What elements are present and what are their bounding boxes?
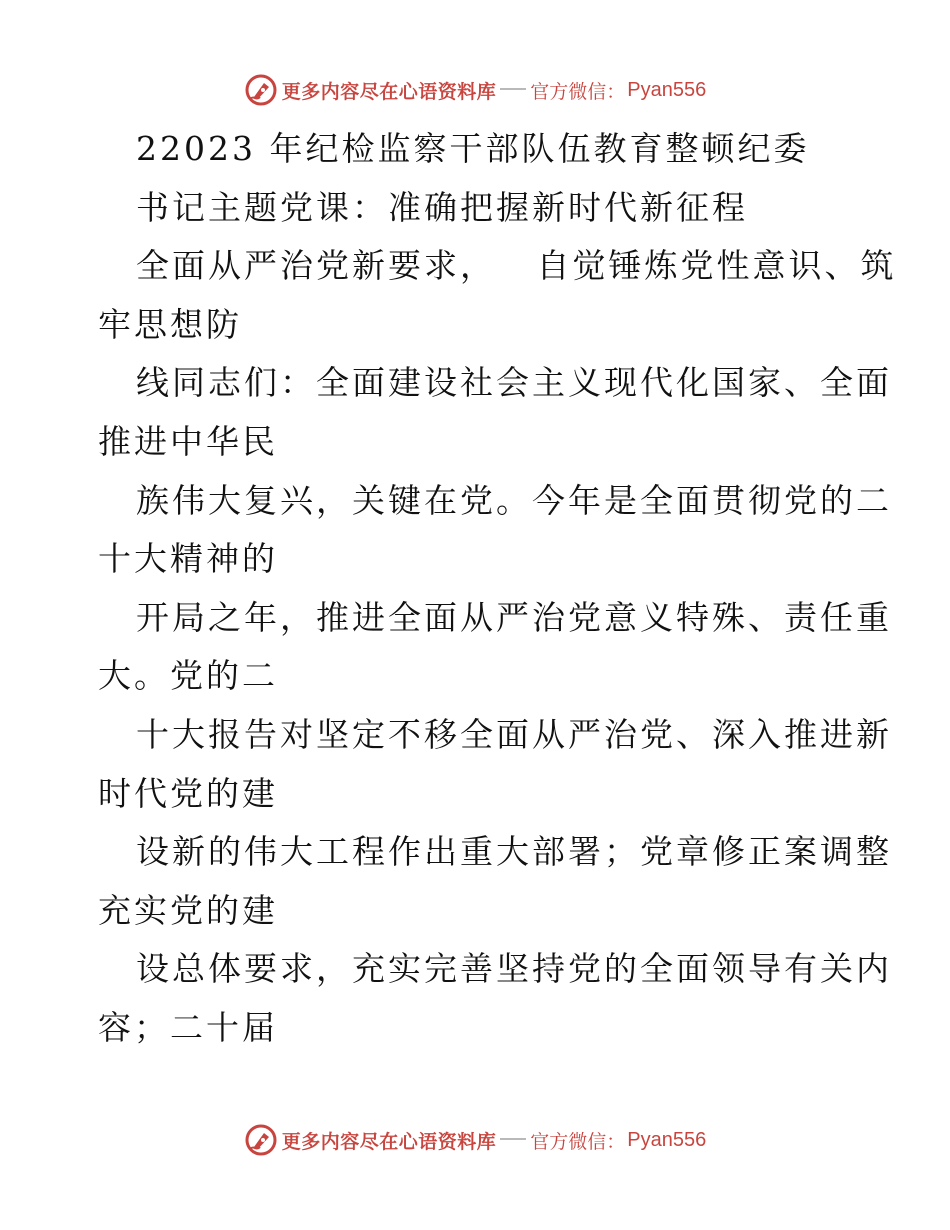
text-line: 十大精神的 xyxy=(98,539,278,579)
watermark-site-name: 更多内容尽在心语资料库 xyxy=(281,1130,497,1153)
text-line: 线同志们：全面建设社会主义现代化国家、全面 xyxy=(136,363,892,403)
watermark-wechat-label: 官方微信： xyxy=(530,1130,626,1153)
pen-nib-circle-icon xyxy=(244,1123,278,1157)
watermark-wechat-id: Pyan556 xyxy=(627,78,707,101)
text-line: 容；二十届 xyxy=(98,1007,278,1047)
watermark-site-name: 更多内容尽在心语资料库 xyxy=(281,80,497,103)
text-line: 族伟大复兴，关键在党。今年是全面贯彻党的二 xyxy=(136,480,892,520)
text-line: 设总体要求，充实完善坚持党的全面领导有关内 xyxy=(136,949,892,989)
header-watermark xyxy=(0,70,950,110)
text-line: 大。党的二 xyxy=(98,656,278,696)
text-line: 开局之年，推进全面从严治党意义特殊、责任重 xyxy=(136,597,892,637)
text-line: 设新的伟大工程作出重大部署；党章修正案调整 xyxy=(136,832,892,872)
text-line: 十大报告对坚定不移全面从严治党、深入推进新 xyxy=(136,714,892,754)
text-line: 推进中华民 xyxy=(98,421,278,461)
text-line: 牢思想防 xyxy=(98,304,242,344)
text-line: 充实党的建 xyxy=(98,890,278,930)
watermark-wechat-label: 官方微信： xyxy=(530,80,626,103)
text-line: 时代党的建 xyxy=(98,773,278,813)
text-line: 全面从严治党新要求， 自觉锤炼党性意识、筑 xyxy=(136,246,897,286)
watermark-dash xyxy=(500,88,526,90)
pen-nib-circle-icon xyxy=(244,73,278,107)
watermark-dash xyxy=(500,1138,526,1140)
document-body xyxy=(98,120,897,1058)
footer-watermark xyxy=(0,1120,950,1160)
watermark-wechat-id: Pyan556 xyxy=(627,1128,707,1151)
text-line: 书记主题党课：准确把握新时代新征程 xyxy=(136,187,748,227)
text-line: 22023 年纪检监察干部队伍教育整顿纪委 xyxy=(136,129,810,168)
